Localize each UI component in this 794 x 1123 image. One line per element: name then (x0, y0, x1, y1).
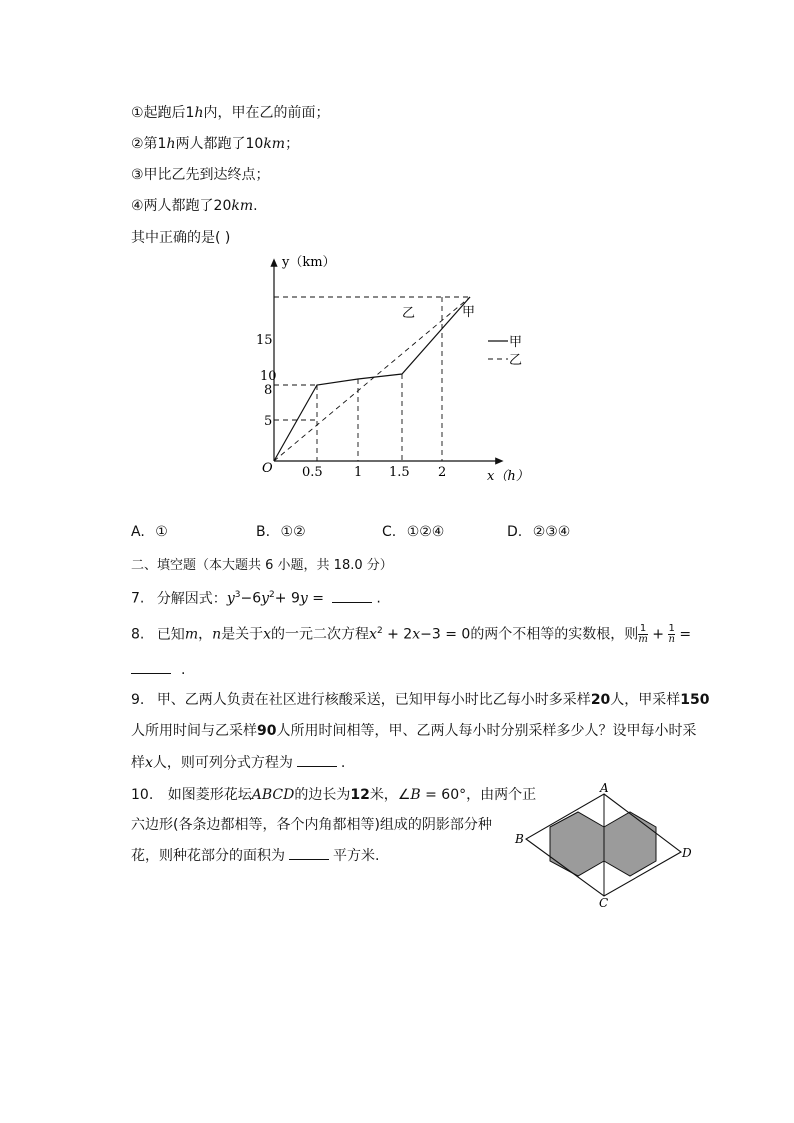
q10-length: 12 (350, 787, 370, 803)
series-label-jia: 甲 (462, 305, 476, 320)
q8-equals: = (674, 626, 692, 643)
q8-end: . (181, 662, 186, 678)
option-d-label: D. (507, 524, 523, 540)
question-prompt: 其中正确的是( ) (131, 230, 231, 246)
origin-label: O (262, 461, 273, 476)
q7-y2: y (261, 590, 270, 607)
q10-line1-pre: 如图菱形花坛 (167, 787, 252, 803)
q9-line1-n1: 20 (590, 692, 611, 708)
q8-mid: 是关于 (221, 626, 264, 643)
q10-line1-post2: ，由两个正 (466, 787, 537, 803)
legend-yi-text: 乙 (509, 353, 523, 368)
q7-y3: y (299, 590, 308, 607)
q9-number: 9. (131, 692, 145, 708)
q8-eq-exp: 2 (376, 626, 383, 636)
question-9-line-3 (131, 752, 345, 773)
statement-3: ③甲比乙先到达终点； (131, 167, 270, 183)
option-b-text: ①② (280, 524, 306, 540)
option-d[interactable] (507, 524, 570, 540)
q8-pre: 已知 (156, 626, 185, 643)
statement-4-pre: ④两人都跑了20 (131, 198, 232, 214)
q10-line1-post1: 米， (369, 787, 398, 803)
q10-angle-b: B (410, 787, 421, 803)
q10-line3-post: 平方米. (333, 848, 380, 864)
section-title: 二、填空题（本大题共 6 小题，共 18.0 分） (131, 558, 393, 573)
statement-2-var: h (166, 136, 176, 152)
q7-mid2: + 9 (274, 590, 300, 607)
statement-1-post: 内，甲在乙的前面； (203, 105, 330, 121)
q9-answer-blank[interactable] (297, 752, 337, 767)
vertex-c: C (599, 896, 609, 910)
question-9-line-2 (131, 721, 696, 741)
statement-4 (131, 196, 258, 216)
q8-eq-x2: x (412, 626, 421, 643)
series-label-yi: 乙 (402, 306, 416, 321)
q8-mid2: 的一元二次方程 (271, 626, 370, 643)
statement-2 (131, 134, 299, 154)
q8-eq-rest2: −3 = 0 (420, 626, 471, 643)
q8-post: 的两个不相等的实数根，则 (470, 626, 639, 643)
hexagon-left (550, 812, 604, 876)
q7-answer-blank[interactable] (332, 588, 372, 603)
ytick-15: 15 (256, 333, 273, 348)
option-a[interactable] (131, 524, 168, 540)
option-a-label: A. (131, 524, 145, 540)
q9-line3-pre: 样 (131, 755, 145, 771)
statement-1-pre: ①起跑后1 (131, 105, 195, 121)
q10-angle-symbol: ∠ (397, 787, 411, 803)
legend-jia-text: 甲 (509, 335, 523, 350)
q7-mid1: −6 (240, 590, 262, 607)
xtick-2: 2 (438, 465, 447, 480)
q9-line1-pre: 甲、乙两人负责在社区进行核酸采送，已知甲每小时比乙每小时多采样 (156, 692, 591, 708)
question-9-line-1 (131, 690, 710, 710)
q8-eq-x: x (369, 626, 377, 643)
question-7 (131, 585, 381, 609)
q7-y1: y (226, 590, 235, 607)
q9-line2-post: 人所用时间相等，甲、乙两人每小时分别采样多少人？设甲每小时采 (276, 723, 697, 739)
q8-frac1-num: 1 (639, 623, 647, 635)
xtick-1: 1 (354, 465, 363, 480)
option-c[interactable] (382, 524, 444, 540)
q10-answer-blank[interactable] (289, 845, 329, 860)
q7-exp1: 3 (234, 590, 241, 600)
statement-2-unit: km (263, 136, 286, 152)
y-axis-label: y（km） (282, 255, 336, 270)
hexagon-right (604, 812, 656, 876)
xtick-0.5: 0.5 (302, 465, 323, 480)
statement-2-mid: 两人都跑了10 (175, 136, 264, 152)
q8-fraction-1 (638, 624, 647, 645)
statement-2-post: ； (285, 136, 300, 152)
option-c-text: ①②④ (406, 524, 445, 540)
question-10-line-2: 六边形(各条边都相等，各个内角都相等)组成的阴影部分种 (131, 817, 492, 833)
q8-answer-blank[interactable] (131, 659, 171, 674)
q9-line3-x: x (145, 755, 153, 771)
statement-4-unit: km (231, 198, 254, 214)
statement-1-var: h (194, 105, 204, 121)
option-c-label: C. (382, 524, 397, 540)
q10-number: 10. (131, 787, 154, 803)
q10-abcd: ABCD (251, 787, 295, 803)
question-8 (131, 621, 691, 645)
q8-m: m (184, 626, 199, 643)
q8-number: 8. (131, 626, 145, 643)
q8-x: x (263, 626, 272, 643)
vertex-a: A (600, 781, 609, 795)
q7-tail: = (307, 590, 329, 607)
q9-line3-post: 人，则可列分式方程为 (152, 755, 293, 771)
q9-line1-post: 人，甲采样 (610, 692, 681, 708)
distance-time-graph (250, 250, 550, 490)
q9-line1-n2: 150 (680, 692, 710, 708)
q7-exp2: 2 (269, 590, 275, 600)
vertex-d: D (682, 846, 692, 860)
q9-line2-n: 90 (257, 723, 277, 739)
option-a-text: ① (155, 524, 168, 540)
question-10-line-1 (131, 785, 536, 805)
q8-frac1-den: m (638, 634, 648, 646)
ytick-5: 5 (264, 414, 273, 429)
statement-1 (131, 103, 330, 123)
q9-end: . (340, 755, 346, 771)
q8-frac2-den: n (668, 634, 675, 646)
q7-end: . (376, 590, 381, 607)
q10-angle-value: = 60° (420, 787, 467, 803)
option-d-text: ②③④ (532, 524, 571, 540)
q8-n: n (212, 626, 222, 643)
option-b-label: B. (256, 524, 271, 540)
q8-frac2-num: 1 (668, 623, 675, 635)
question-10-line-3 (131, 845, 379, 866)
q10-line3-pre: 花，则种花部分的面积为 (131, 848, 285, 864)
statement-4-post: . (253, 198, 258, 214)
vertex-b: B (515, 832, 524, 846)
q8-plus: + (647, 626, 669, 643)
x-axis-label: x（h） (487, 469, 529, 484)
q9-line2-pre: 人所用时间与乙采样 (131, 723, 257, 739)
question-8-answer-line (131, 659, 185, 680)
q8-eq-rest: + 2 (382, 626, 413, 643)
line-yi (274, 297, 470, 461)
ytick-10: 10 (260, 369, 277, 384)
q8-comma: ， (198, 626, 213, 643)
q7-text: 分解因式： (156, 590, 227, 607)
q7-number: 7. (131, 590, 145, 607)
statement-2-pre: ②第1 (131, 136, 167, 152)
q10-line1-mid: 的边长为 (294, 787, 351, 803)
rhombus-figure (510, 780, 700, 910)
ytick-8: 8 (264, 383, 273, 398)
option-b[interactable] (256, 524, 306, 540)
xtick-1.5: 1.5 (389, 465, 410, 480)
